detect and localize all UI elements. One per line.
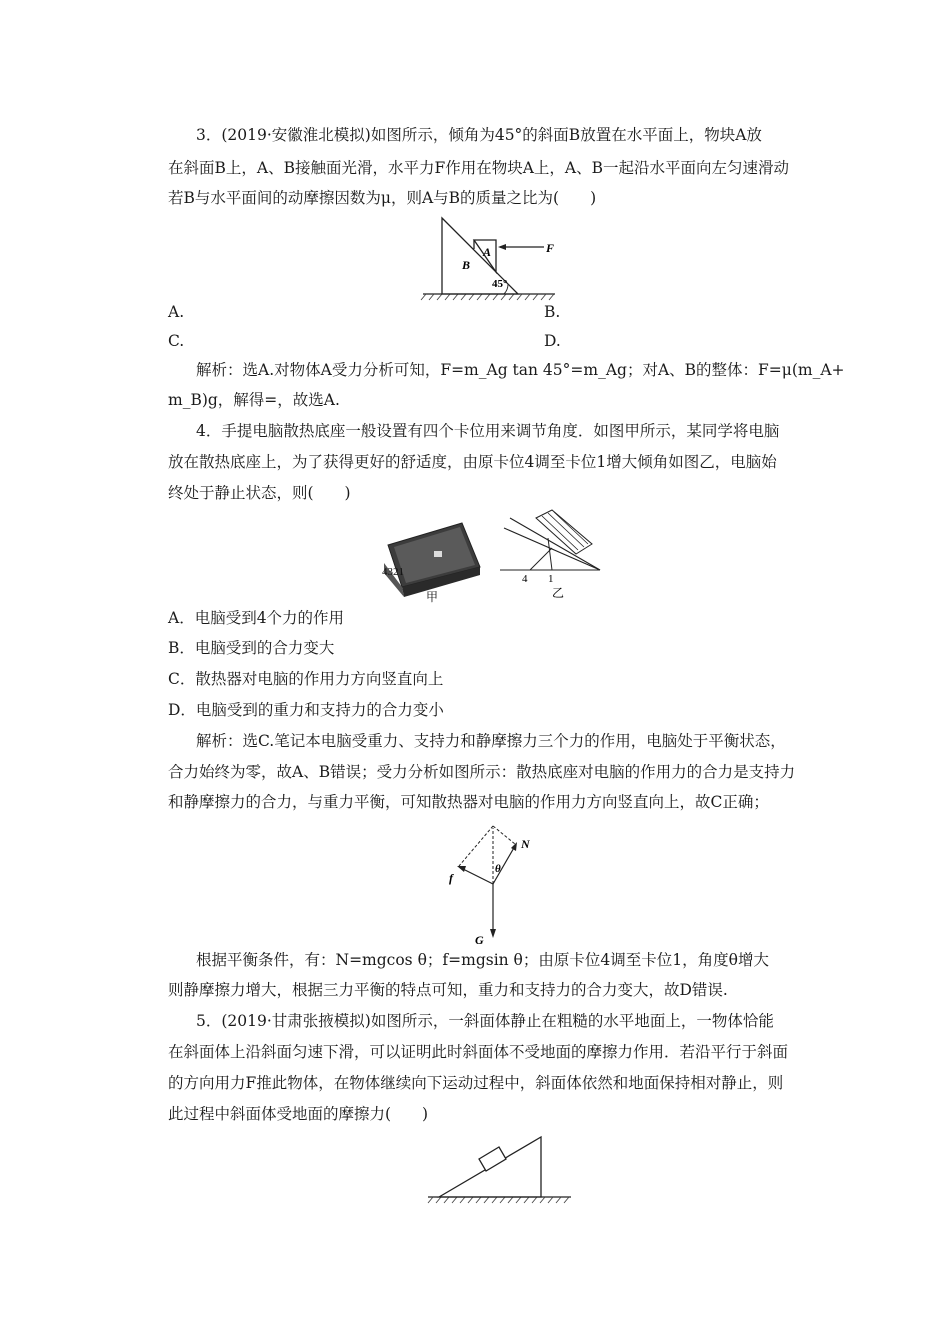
q3-option-a: A. <box>168 303 185 321</box>
q3-option-c: C. <box>168 332 185 350</box>
q4-solution-line4: 根据平衡条件，有：N=mgcos θ；f=mgsin θ；由原卡位4调至卡位1，角度θ增大 <box>196 951 769 969</box>
q4-option-c: C．散热器对电脑的作用力方向竖直向上 <box>168 670 444 688</box>
q4-stem-line3: 终处于静止状态，则( ) <box>168 484 351 502</box>
q3-option-b: B. <box>544 303 561 321</box>
q4-position-4: 4 <box>522 573 528 585</box>
q4-force-diagram <box>445 816 555 947</box>
q3-incline-figure <box>420 214 570 304</box>
q4-force-g: G <box>475 933 484 947</box>
q5-stem-line1: 5．(2019·甘肃张掖模拟)如图所示，一斜面体静止在粗糙的水平地面上，一物体恰能 <box>196 1012 774 1030</box>
q4-cooling-pad-photo <box>380 515 490 605</box>
q4-option-d: D．电脑受到的重力和支持力的合力变小 <box>168 701 444 719</box>
q4-stem-line2: 放在散热底座上，为了获得更好的舒适度，由原卡位4调至卡位1增大倾角如图乙，电脑始 <box>168 453 777 471</box>
q4-slot-numbers: 4321 <box>382 566 404 578</box>
q4-stem-line1: 4．手提电脑散热底座一般设置有四个卡位用来调节角度．如图甲所示，某同学将电脑 <box>196 422 780 440</box>
q4-position-1: 1 <box>548 573 554 585</box>
q4-angle-diagram <box>500 510 610 600</box>
q3-label-a: A <box>483 245 492 259</box>
q3-label-b: B <box>462 258 471 272</box>
q3-stem-line1: 3．(2019·安徽淮北模拟)如图所示，倾角为45°的斜面B放置在水平面上，物块A放 <box>196 126 762 144</box>
q3-label-f: F <box>546 241 555 255</box>
q4-solution-line3: 和静摩擦力的合力，与重力平衡，可知散热器对电脑的作用力方向竖直向上，故C正确； <box>168 793 769 811</box>
q3-stem-line2: 在斜面B上，A、B接触面光滑，水平力F作用在物块A上，A、B一起沿水平面向左匀速滑动 <box>168 159 790 177</box>
q4-label-yi: 乙 <box>552 586 565 600</box>
q5-stem-line2: 在斜面体上沿斜面匀速下滑，可以证明此时斜面体不受地面的摩擦力作用．若沿平行于斜面 <box>168 1043 789 1061</box>
q3-solution-line2: m_B)g，解得=，故选A. <box>168 391 340 409</box>
q4-solution-line1: 解析：选C.笔记本电脑受重力、支持力和静摩擦力三个力的作用，电脑处于平衡状态， <box>196 732 786 750</box>
q4-force-n: N <box>521 837 530 851</box>
q5-incline-figure <box>425 1133 575 1213</box>
q4-option-a: A．电脑受到4个力的作用 <box>168 609 345 627</box>
q3-option-d: D. <box>544 332 561 350</box>
q4-solution-line5: 则静摩擦力增大，根据三力平衡的特点可知，重力和支持力的合力变大，故D错误. <box>168 981 728 999</box>
q4-angle-theta: θ <box>495 863 501 875</box>
q4-option-b: B．电脑受到的合力变大 <box>168 639 335 657</box>
q3-stem-line3: 若B与水平面间的动摩擦因数为μ，则A与B的质量之比为( ) <box>168 189 597 207</box>
q5-stem-line4: 此过程中斜面体受地面的摩擦力( ) <box>168 1105 429 1123</box>
q3-label-angle: 45° <box>492 278 508 290</box>
q4-force-f: f <box>449 871 453 885</box>
q5-stem-line3: 的方向用力F推此物体，在物体继续向下运动过程中，斜面体依然和地面保持相对静止，则 <box>168 1074 784 1092</box>
q4-solution-line2: 合力始终为零，故A、B错误；受力分析如图所示：散热底座对电脑的作用力的合力是支持力 <box>168 763 796 781</box>
q4-label-jia: 甲 <box>426 590 439 604</box>
q3-solution-line1: 解析：选A.对物体A受力分析可知，F=m_Ag tan 45°=m_Ag；对A、B的整体：F=μ(m_A+ <box>196 361 845 379</box>
